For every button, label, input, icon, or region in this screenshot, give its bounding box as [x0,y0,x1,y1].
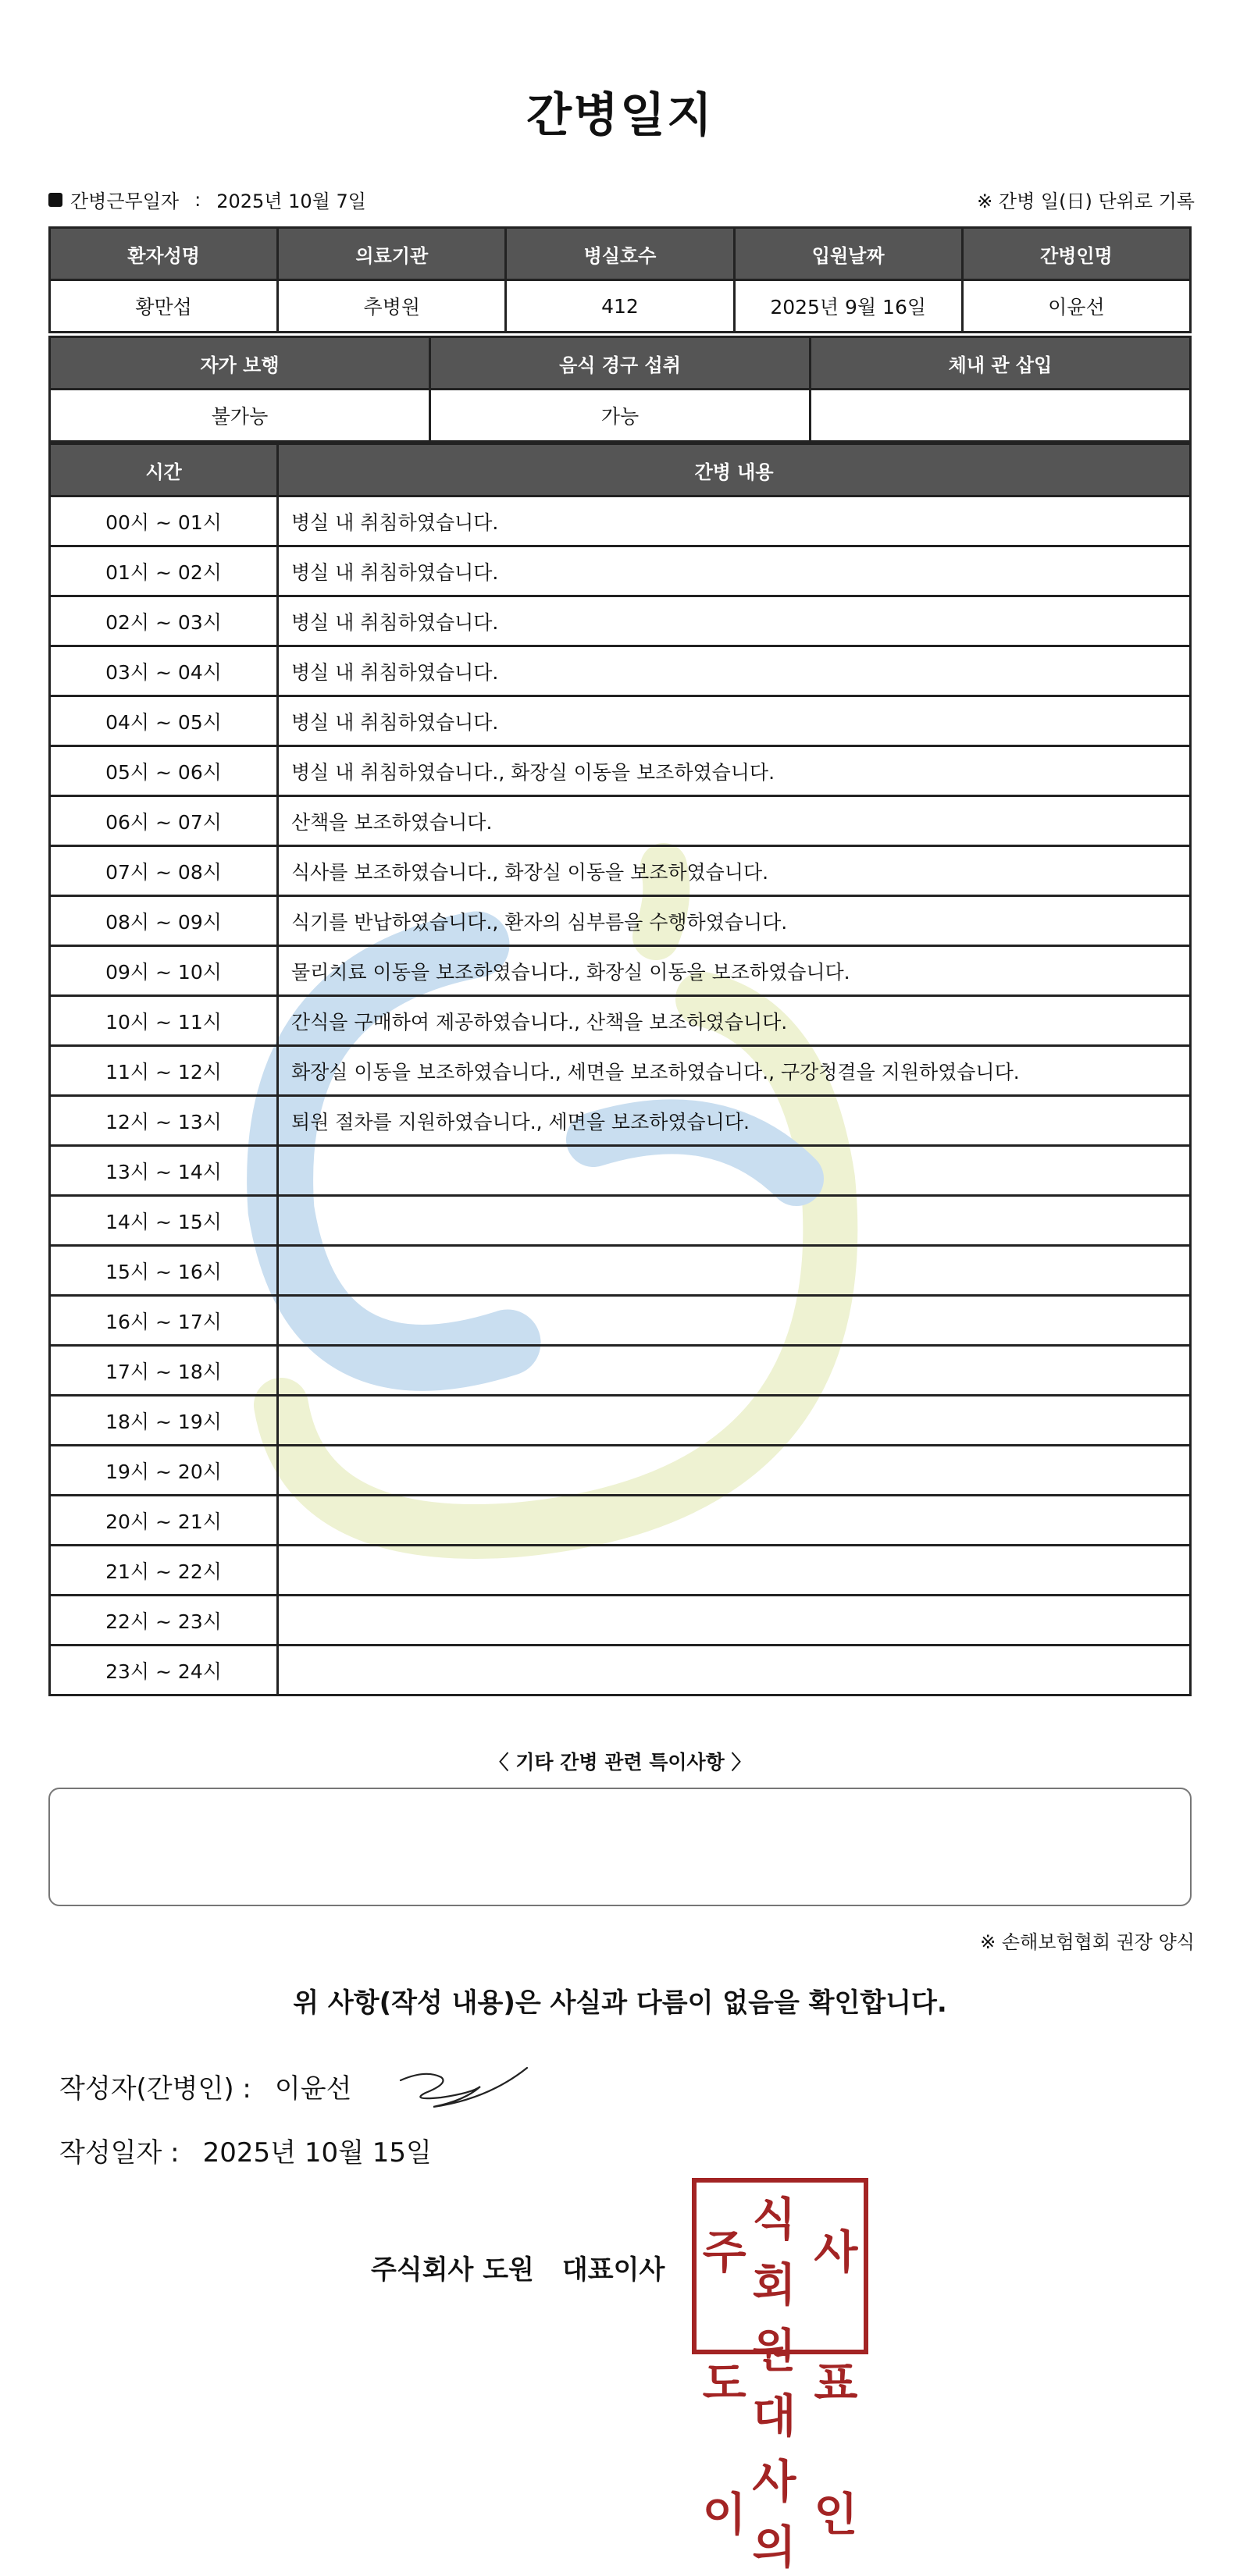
table-row [50,1646,1191,1695]
time-header: 시간 [50,444,278,496]
time-cell: 08시 ~ 09시 [50,896,278,946]
oral-intake-cell: 가능 [430,390,811,442]
time-cell: 12시 ~ 13시 [50,1096,278,1146]
content-cell: 화장실 이동을 보조하였습니다., 세면을 보조하였습니다., 구강청결을 지원하였습니다. [278,1046,1191,1096]
table-row [50,1396,1191,1446]
time-cell: 19시 ~ 20시 [50,1446,278,1496]
content-cell: 식기를 반납하였습니다., 환자의 심부름을 수행하였습니다. [278,896,1191,946]
patient-status-table [48,336,1192,443]
content-cell [278,1296,1191,1346]
table-row [50,796,1191,846]
unit-note: ※ 간병 일(日) 단위로 기록 [977,190,1195,212]
content-header: 간병 내용 [278,444,1191,496]
writer-name: 이윤선 [274,2073,352,2105]
content-cell [278,1646,1191,1695]
company-name: 주식회사 도원 [371,2254,534,2286]
time-cell: 23시 ~ 24시 [50,1646,278,1695]
admission-date-cell: 2025년 9월 16일 [734,280,962,333]
source-note: ※ 손해보험협회 권장 양식 [980,1931,1195,1953]
table-row [50,496,1191,546]
table-row [50,546,1191,596]
table-row [50,696,1191,746]
table-row [50,1546,1191,1596]
admission-date-header: 입원날짜 [734,228,962,280]
table-row [50,996,1191,1046]
content-cell [278,1546,1191,1596]
hospital-header: 의료기관 [278,228,506,280]
time-cell: 14시 ~ 15시 [50,1196,278,1246]
table-row [50,846,1191,896]
content-cell: 병실 내 취침하였습니다. [278,496,1191,546]
table-row [50,1146,1191,1196]
table-row [50,1496,1191,1546]
patient-name-header: 환자성명 [50,228,278,280]
notes-heading: 〈 기타 간병 관련 특이사항 〉 [489,1751,751,1774]
table-row [50,1046,1191,1096]
content-cell: 식사를 보조하였습니다., 화장실 이동을 보조하였습니다. [278,846,1191,896]
table-row [50,596,1191,646]
content-cell [278,1146,1191,1196]
content-cell [278,1196,1191,1246]
care-date-value: 2025년 10월 7일 [216,190,366,212]
time-cell: 22시 ~ 23시 [50,1596,278,1646]
table-row [50,1446,1191,1496]
time-cell: 07시 ~ 08시 [50,846,278,896]
time-cell: 16시 ~ 17시 [50,1296,278,1346]
time-cell: 05시 ~ 06시 [50,746,278,796]
caregiver-name-cell: 이윤선 [962,280,1190,333]
time-cell: 00시 ~ 01시 [50,496,278,546]
content-cell: 병실 내 취침하였습니다. [278,646,1191,696]
table-row [50,946,1191,996]
table-row [50,896,1191,946]
care-log-table [48,443,1192,1696]
time-cell: 18시 ~ 19시 [50,1396,278,1446]
walking-cell: 불가능 [50,390,430,442]
time-cell: 02시 ~ 03시 [50,596,278,646]
table-row [50,1296,1191,1346]
written-date-label: 작성일자 : [59,2137,180,2169]
patient-info-table [48,226,1192,333]
room-cell: 412 [506,280,734,333]
table-row [50,646,1191,696]
content-cell: 병실 내 취침하였습니다., 화장실 이동을 보조하였습니다. [278,746,1191,796]
table-row [50,1596,1191,1646]
content-cell [278,1396,1191,1446]
company-signoff [371,2248,665,2286]
time-cell: 03시 ~ 04시 [50,646,278,696]
care-date [48,186,366,213]
written-date-line [59,2131,432,2169]
hospital-cell: 추병원 [278,280,506,333]
company-role: 대표이사 [561,2254,665,2286]
content-cell: 간식을 구매하여 제공하였습니다., 산책을 보조하였습니다. [278,996,1191,1046]
time-cell: 10시 ~ 11시 [50,996,278,1046]
walking-header: 자가 보행 [50,337,430,390]
time-cell: 11시 ~ 12시 [50,1046,278,1096]
writer-line [59,2067,351,2105]
page-title: 간병일지 [526,88,714,143]
content-cell: 병실 내 취침하였습니다. [278,546,1191,596]
time-cell: 20시 ~ 21시 [50,1496,278,1546]
written-date-value: 2025년 10월 15일 [202,2137,432,2169]
content-cell [278,1496,1191,1546]
signature-image [394,2065,531,2112]
content-cell [278,1446,1191,1496]
writer-label: 작성자(간병인) : [59,2073,251,2105]
content-cell [278,1246,1191,1296]
content-cell [278,1596,1191,1646]
tube-insertion-cell [811,390,1191,442]
oral-intake-header: 음식 경구 섭취 [430,337,811,390]
table-row [50,1346,1191,1396]
table-row [50,1246,1191,1296]
care-date-separator: : [194,188,201,211]
content-cell: 퇴원 절차를 지원하였습니다., 세면을 보조하였습니다. [278,1096,1191,1146]
tube-insertion-header: 체내 관 삽입 [811,337,1191,390]
time-cell: 06시 ~ 07시 [50,796,278,846]
notes-box [48,1788,1192,1906]
time-cell: 15시 ~ 16시 [50,1246,278,1296]
care-date-label: 간병근무일자 [70,190,180,212]
patient-name-cell: 황만섭 [50,280,278,333]
time-cell: 17시 ~ 18시 [50,1346,278,1396]
time-cell: 01시 ~ 02시 [50,546,278,596]
table-row [50,746,1191,796]
square-bullet-icon [48,193,62,207]
room-header: 병실호수 [506,228,734,280]
table-row [50,1196,1191,1246]
content-cell: 병실 내 취침하였습니다. [278,596,1191,646]
time-cell: 09시 ~ 10시 [50,946,278,996]
confirmation-statement: 위 사항(작성 내용)은 사실과 다름이 없음을 확인합니다. [293,1987,947,2019]
caregiver-name-header: 간병인명 [962,228,1190,280]
time-cell: 13시 ~ 14시 [50,1146,278,1196]
content-cell: 산책을 보조하였습니다. [278,796,1191,846]
time-cell: 04시 ~ 05시 [50,696,278,746]
time-cell: 21시 ~ 22시 [50,1546,278,1596]
company-seal-stamp: 주 식회 사 도 원대 표 이 사의 인 [692,2178,868,2354]
content-cell: 병실 내 취침하였습니다. [278,696,1191,746]
content-cell [278,1346,1191,1396]
table-row [50,1096,1191,1146]
content-cell: 물리치료 이동을 보조하였습니다., 화장실 이동을 보조하였습니다. [278,946,1191,996]
